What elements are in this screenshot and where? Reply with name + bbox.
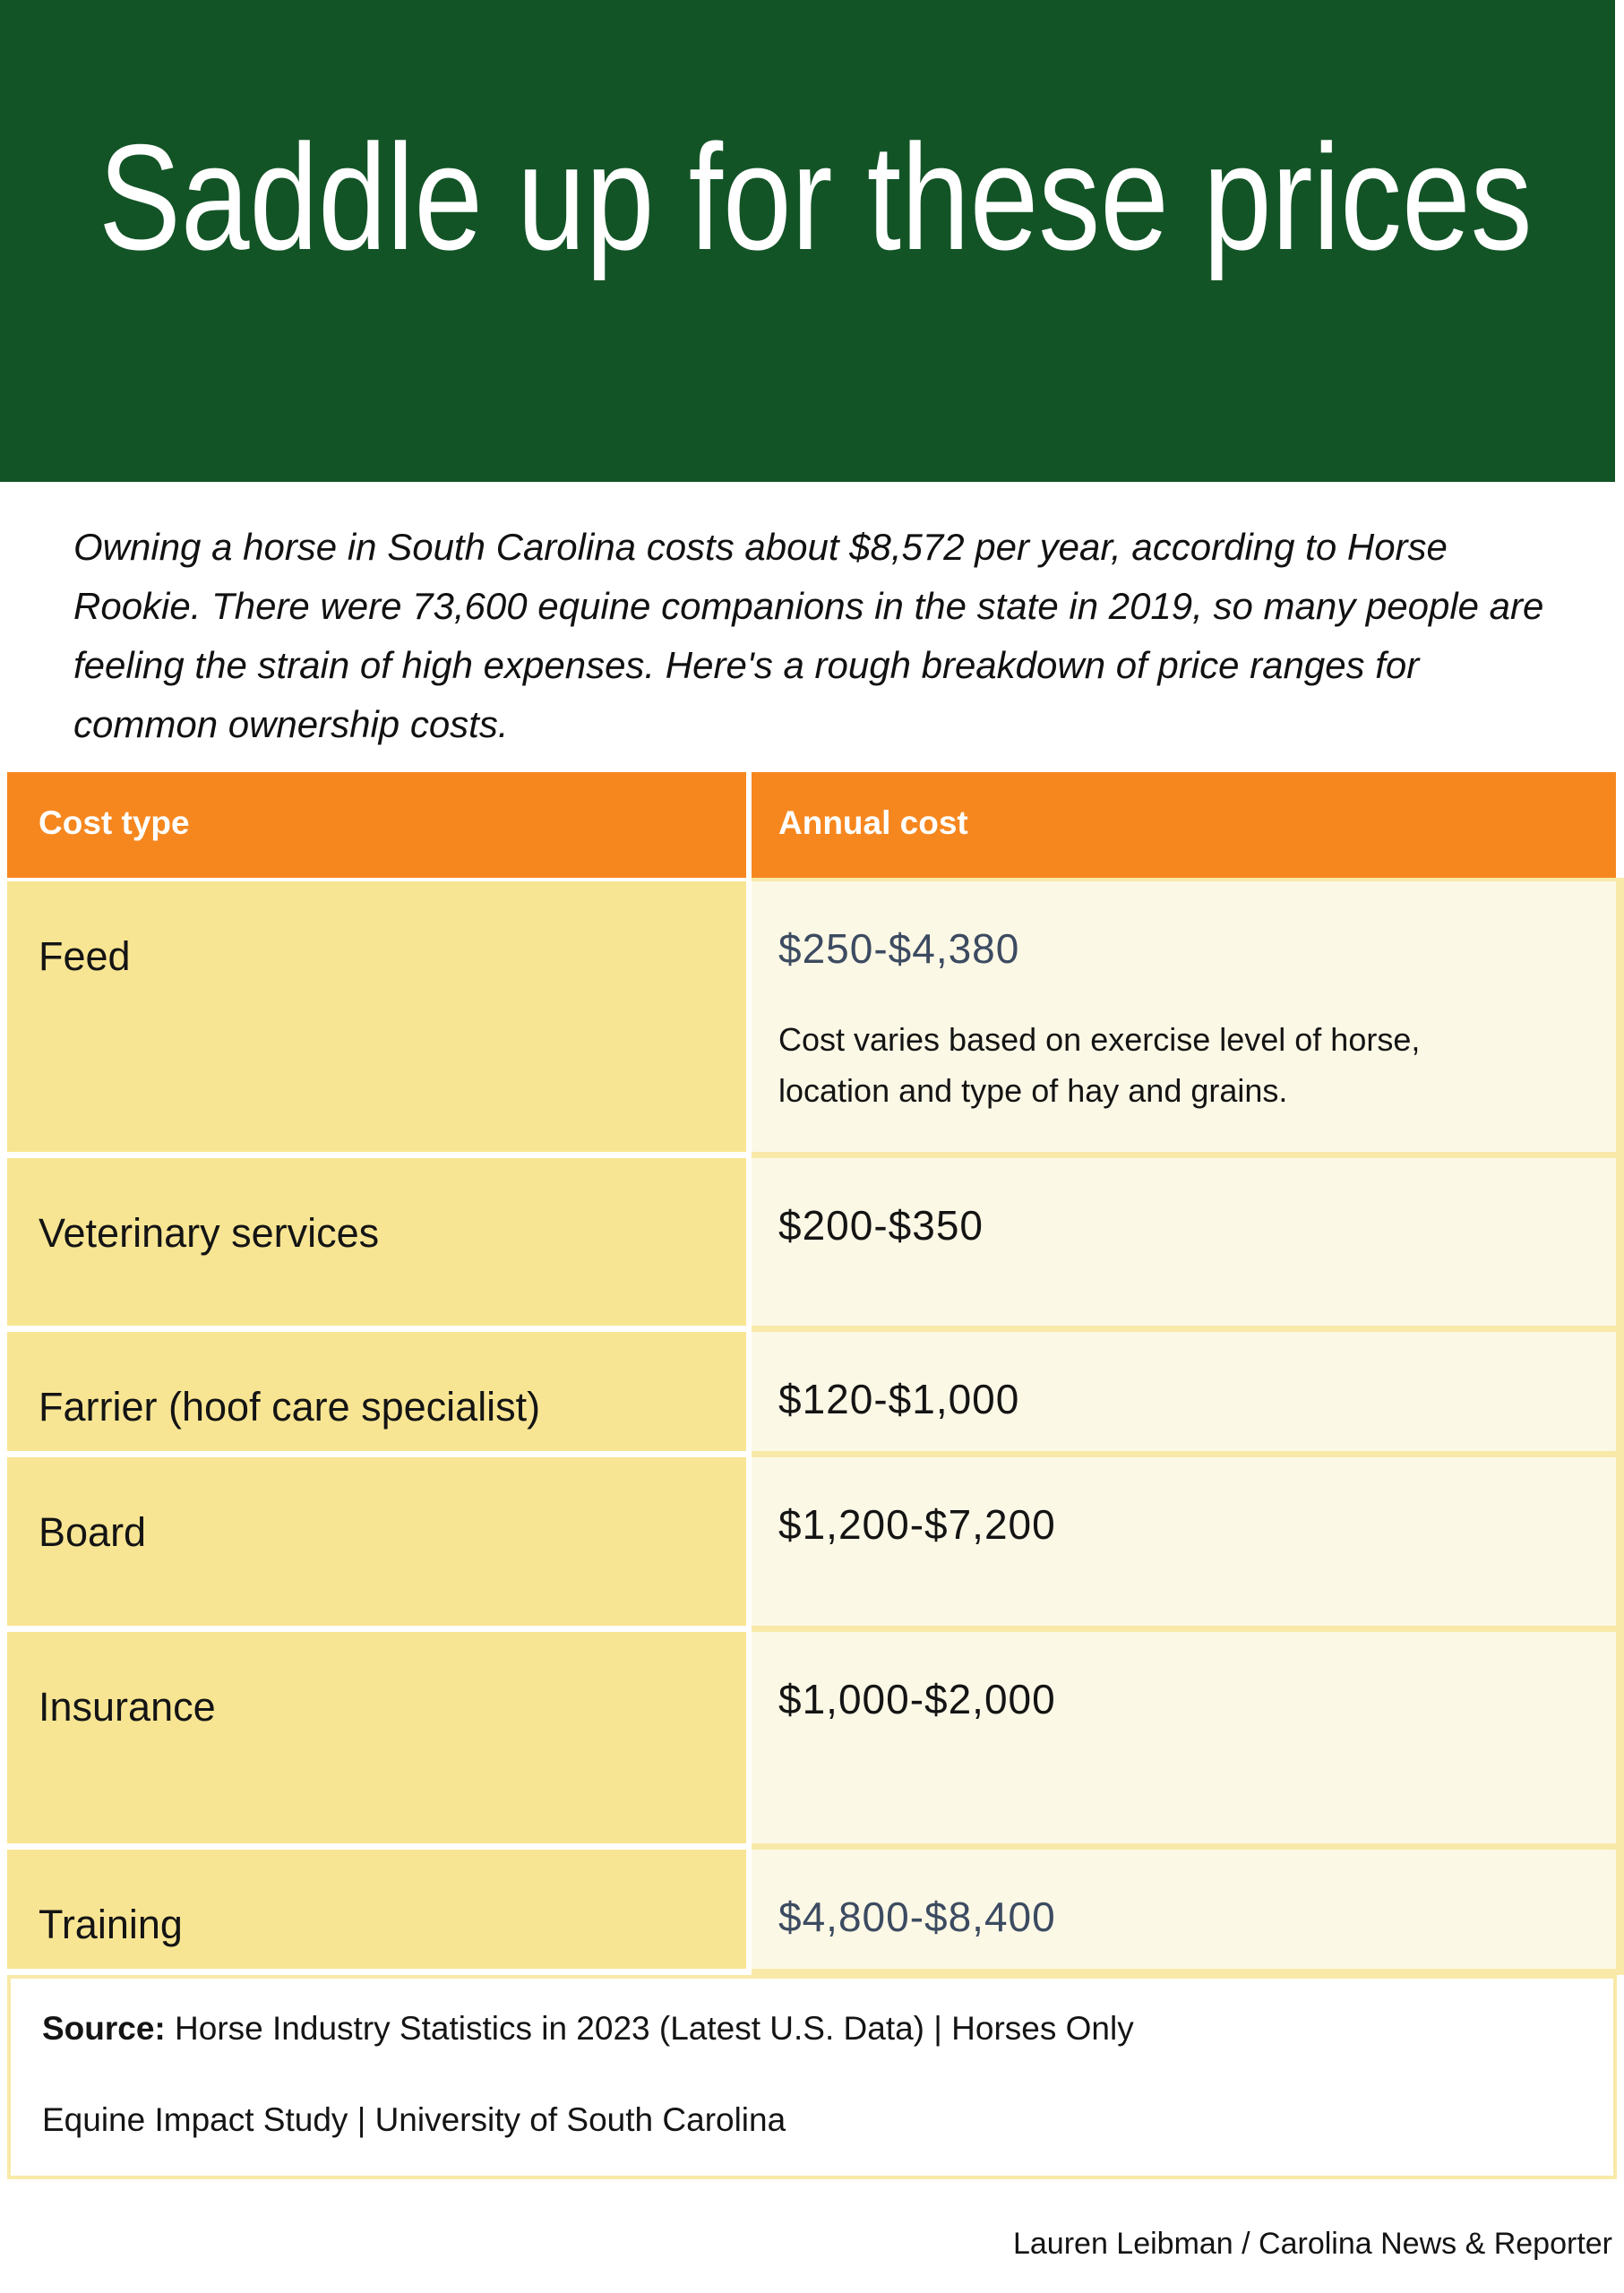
cost-type-label: Insurance [39, 1684, 216, 1730]
table-row-cost-type [7, 1158, 746, 1326]
cost-type-label: Veterinary services [39, 1210, 380, 1256]
source-label: Source: [42, 2010, 166, 2047]
column-header-annual-cost: Annual cost [752, 772, 1616, 878]
table-row-cost-type [7, 881, 746, 1152]
intro-line: Owning a horse in South Carolina costs about $8,572 per year, according to Horse [73, 526, 1448, 568]
source-text: Horse Industry Statistics in 2023 (Latest U.S. Data) | Horses Only [165, 2010, 1134, 2047]
cost-type-label: Farrier (hoof care specialist) [39, 1384, 541, 1430]
table-row-annual-cost [752, 1850, 1616, 1969]
column-header-cost-type: Cost type [7, 772, 746, 878]
table-row-cost-type [7, 1850, 746, 1969]
cost-type-label: Training [39, 1902, 183, 1947]
intro-paragraph [73, 518, 1543, 754]
source-box [7, 1975, 1617, 2179]
table-row-annual-cost [752, 1158, 1616, 1326]
table-row-annual-cost [752, 881, 1616, 1152]
annual-cost-value: $1,200-$7,200 [778, 1501, 1056, 1548]
annual-cost-value: $200-$350 [778, 1202, 984, 1249]
cost-type-label: Board [39, 1509, 147, 1555]
annual-cost-value: $1,000-$2,000 [778, 1676, 1056, 1722]
cost-type-label: Feed [39, 933, 131, 979]
annual-cost-value: $120-$1,000 [778, 1376, 1020, 1422]
table-row-cost-type [7, 1332, 746, 1451]
table-row-annual-cost [752, 1457, 1616, 1626]
page-title: Saddle up for these prices [99, 113, 1533, 281]
annual-cost-note: Cost varies based on exercise level of horse, location and type of hay and grains. [778, 1021, 1421, 1109]
intro-line: Rookie. There were 73,600 equine companions in the state in 2019, so many people are [73, 585, 1544, 627]
intro-line: feeling the strain of high expenses. Here's a rough breakdown of price ranges for [73, 644, 1420, 686]
annual-cost-value: $250-$4,380 [778, 925, 1020, 972]
table-row-annual-cost [752, 1332, 1616, 1451]
table-row-cost-type [7, 1632, 746, 1843]
table-row-annual-cost [752, 1632, 1616, 1843]
intro-line: common ownership costs. [73, 703, 509, 745]
credit-line: Lauren Leibman / Carolina News & Reporter [1012, 2227, 1612, 2261]
header-banner [0, 0, 1615, 482]
table-row-cost-type [7, 1457, 746, 1626]
source-line [42, 2009, 1595, 2048]
source-line: Equine Impact Study | University of South Carolina [42, 2101, 786, 2138]
annual-cost-value: $4,800-$8,400 [778, 1894, 1056, 1940]
